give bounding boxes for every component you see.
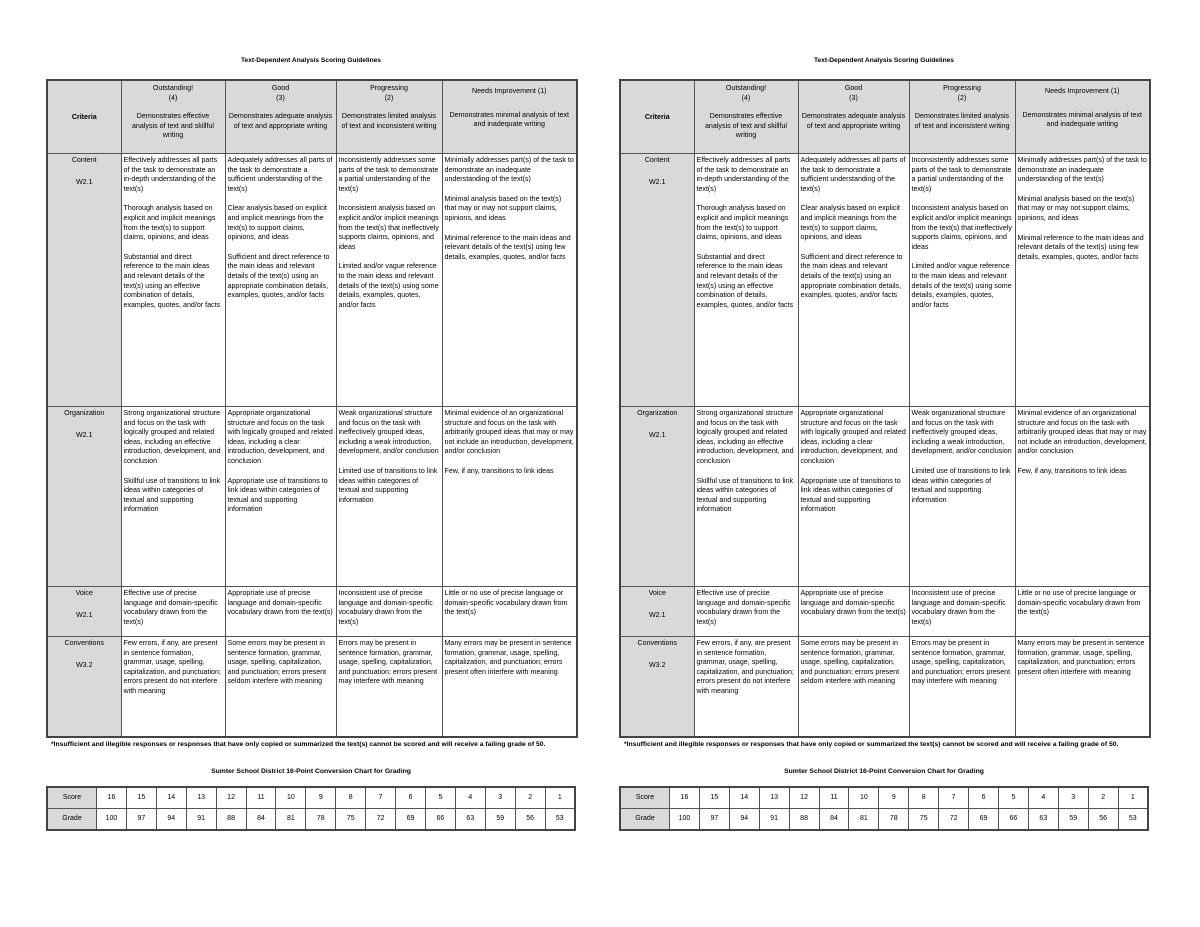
grade-cell: 81 bbox=[849, 808, 879, 830]
grade-cell: 72 bbox=[939, 808, 969, 830]
criterion-cell: Content W2.1 bbox=[47, 154, 121, 407]
footnote: *Insufficient and illegible responses or responses that have only copied or summarized the text(s) cannot be scored and will receive a failing grade of 50. bbox=[51, 740, 546, 748]
score-cell: 4 bbox=[1028, 787, 1058, 809]
conversion-title: Sumter School District 16-Point Conversion Chart for Grading bbox=[211, 767, 411, 775]
score-cell: 15 bbox=[126, 787, 156, 809]
score-cell: 2 bbox=[1088, 787, 1118, 809]
score-cell: 7 bbox=[366, 787, 396, 809]
rubric-cell: Some errors may be present in sentence formation, grammar, usage, spelling, capitalization, and punctuation; errors present seldom interfere with meaning bbox=[225, 637, 336, 737]
score-cell: 13 bbox=[759, 787, 789, 809]
score-cell: 10 bbox=[849, 787, 879, 809]
rubric-cell: Strong organizational structure and focus on the task with logically grouped and related ideas, including an effective introduction, development, and conclusion Skillful use of transitions to link ideas within categories of textual and supporting information bbox=[121, 407, 225, 587]
criteria-header: Criteria bbox=[47, 80, 121, 154]
rubric-row bbox=[47, 637, 577, 737]
rubric-cell: Appropriate organizational structure and focus on the task with logically grouped and related ideas, including a clear introduction, development, and conclusion Appropriate use of transitions to link ideas within categories of textual and supporting information bbox=[798, 407, 909, 587]
conversion-title: Sumter School District 16-Point Conversion Chart for Grading bbox=[784, 767, 984, 775]
rubric-cell: Appropriate use of precise language and domain-specific vocabulary drawn from the text(s) bbox=[798, 587, 909, 637]
level-header: Outstanding! (4) Demonstrates effective analysis of text and skillful writing bbox=[694, 80, 798, 154]
rubric-cell: Adequately addresses all parts of the task to demonstrate a sufficient understanding of the text(s) Clear analysis based on explicit and implicit meanings from the text(s) to support claims, opinions, and ideas Sufficient and direct reference to the main ideas and relevant details of the text(s) using an appropriate combination details, examples, quotes, and/or facts bbox=[798, 154, 909, 407]
score-cell: 16 bbox=[670, 787, 700, 809]
score-label: Score bbox=[47, 787, 97, 809]
level-header: Good (3) Demonstrates adequate analysis of text and appropriate writing bbox=[798, 80, 909, 154]
rubric-cell: Appropriate organizational structure and focus on the task with logically grouped and related ideas, including a clear introduction, development, and conclusion Appropriate use of transitions to link ideas within categories of textual and supporting information bbox=[225, 407, 336, 587]
grade-cell: 88 bbox=[789, 808, 819, 830]
page-title: Text-Dependent Analysis Scoring Guidelines bbox=[241, 57, 381, 64]
score-cell: 13 bbox=[186, 787, 216, 809]
grade-cell: 78 bbox=[306, 808, 336, 830]
grade-label: Grade bbox=[620, 808, 670, 830]
rubric-cell: Minimal evidence of an organizational structure and focus on the task with arbitrarily grouped ideas that may or may not include an introduction, development, and/or conclusion Few, if any, transitions to link ideas bbox=[1015, 407, 1150, 587]
criterion-cell: Voice W2.1 bbox=[620, 587, 694, 637]
score-cell: 6 bbox=[969, 787, 999, 809]
grade-cell: 53 bbox=[1118, 808, 1148, 830]
rubric-cell: Little or no use of precise language or domain-specific vocabulary drawn from the text(s) bbox=[1015, 587, 1150, 637]
grade-cell: 97 bbox=[699, 808, 729, 830]
rubric-row bbox=[620, 407, 1150, 587]
rubric-cell: Minimal evidence of an organizational structure and focus on the task with arbitrarily grouped ideas that may or may not include an introduction, development, and/or conclusion Few, if any, transitions to link ideas bbox=[442, 407, 577, 587]
rubric-table bbox=[46, 79, 578, 738]
criterion-cell: Organization W2.1 bbox=[620, 407, 694, 587]
rubric-cell: Inconsistent use of precise language and domain-specific vocabulary drawn from the text(s) bbox=[336, 587, 442, 637]
criteria-header: Criteria bbox=[620, 80, 694, 154]
score-cell: 4 bbox=[455, 787, 485, 809]
score-cell: 8 bbox=[909, 787, 939, 809]
grade-cell: 53 bbox=[545, 808, 575, 830]
level-header: Outstanding! (4) Demonstrates effective analysis of text and skillful writing bbox=[121, 80, 225, 154]
rubric-cell: Weak organizational structure and focus on the task with ineffectively grouped ideas, including a weak introduction, development, and/or conclusion Limited use of transitions to link ideas within categories of textual and supporting information bbox=[336, 407, 442, 587]
grade-cell: 88 bbox=[216, 808, 246, 830]
grade-cell: 59 bbox=[1058, 808, 1088, 830]
grade-cell: 100 bbox=[97, 808, 127, 830]
grade-cell: 59 bbox=[485, 808, 515, 830]
rubric-cell: Minimally addresses part(s) of the task to demonstrate an inadequate understanding of the text(s) Minimal analysis based on the text(s) that may or may not support claims, opinions, and ideas Minimal reference to the main ideas and relevant details of the text(s) using few details, examples, quotes, and/or facts bbox=[442, 154, 577, 407]
conversion-table bbox=[619, 786, 1149, 831]
criterion-cell: Conventions W3.2 bbox=[47, 637, 121, 737]
criterion-cell: Organization W2.1 bbox=[47, 407, 121, 587]
grade-cell: 72 bbox=[366, 808, 396, 830]
rubric-cell: Effectively addresses all parts of the task to demonstrate an in-depth understanding of the text(s) Thorough analysis based on explicit and implicit meanings from the text(s) to support claims, opinions, and ideas Substantial and direct reference to the main ideas and relevant details of the text(s) using an effective combination of details, examples, quotes, and/or facts bbox=[694, 154, 798, 407]
rubric-cell: Many errors may be present in sentence formation, grammar, usage, spelling, capitalization, and punctuation; errors present often interfere with meaning bbox=[442, 637, 577, 737]
footnote: *Insufficient and illegible responses or responses that have only copied or summarized the text(s) cannot be scored and will receive a failing grade of 50. bbox=[624, 740, 1119, 748]
score-row bbox=[47, 787, 575, 809]
score-cell: 8 bbox=[336, 787, 366, 809]
rubric-cell: Inconsistently addresses some parts of the task to demonstrate a partial understanding of the text(s) Inconsistent analysis based on explicit and/or implicit meanings from the text(s) that ineffectively supports claims, opinions, and ideas Limited and/or vague reference to the main ideas and relevant details of the text(s) using some details, examples, quotes, and/or facts bbox=[336, 154, 442, 407]
grade-cell: 63 bbox=[1028, 808, 1058, 830]
rubric-cell: Errors may be present in sentence formation, grammar, usage, spelling, capitalization, and punctuation; errors present may interfere with meaning bbox=[336, 637, 442, 737]
conversion-table bbox=[46, 786, 576, 831]
score-cell: 5 bbox=[425, 787, 455, 809]
rubric-cell: Errors may be present in sentence formation, grammar, usage, spelling, capitalization, and punctuation; errors present may interfere with meaning bbox=[909, 637, 1015, 737]
score-cell: 15 bbox=[699, 787, 729, 809]
score-label: Score bbox=[620, 787, 670, 809]
grade-cell: 56 bbox=[1088, 808, 1118, 830]
score-cell: 16 bbox=[97, 787, 127, 809]
level-header: Good (3) Demonstrates adequate analysis of text and appropriate writing bbox=[225, 80, 336, 154]
criterion-cell: Conventions W3.2 bbox=[620, 637, 694, 737]
rubric-row bbox=[620, 637, 1150, 737]
grade-cell: 100 bbox=[670, 808, 700, 830]
grade-cell: 91 bbox=[759, 808, 789, 830]
grade-cell: 78 bbox=[879, 808, 909, 830]
rubric-cell: Appropriate use of precise language and domain-specific vocabulary drawn from the text(s) bbox=[225, 587, 336, 637]
grade-cell: 94 bbox=[729, 808, 759, 830]
rubric-page-right bbox=[619, 0, 1149, 831]
score-cell: 5 bbox=[998, 787, 1028, 809]
score-cell: 9 bbox=[879, 787, 909, 809]
rubric-row bbox=[620, 587, 1150, 637]
score-cell: 1 bbox=[545, 787, 575, 809]
rubric-table bbox=[619, 79, 1151, 738]
page-title: Text-Dependent Analysis Scoring Guidelines bbox=[814, 57, 954, 64]
rubric-header-row bbox=[47, 80, 577, 154]
grade-cell: 66 bbox=[425, 808, 455, 830]
grade-row bbox=[620, 808, 1148, 830]
grade-cell: 66 bbox=[998, 808, 1028, 830]
grade-row bbox=[47, 808, 575, 830]
grade-cell: 91 bbox=[186, 808, 216, 830]
score-cell: 6 bbox=[396, 787, 426, 809]
rubric-cell: Little or no use of precise language or domain-specific vocabulary drawn from the text(s) bbox=[442, 587, 577, 637]
grade-cell: 84 bbox=[246, 808, 276, 830]
score-cell: 14 bbox=[729, 787, 759, 809]
rubric-cell: Effective use of precise language and domain-specific vocabulary drawn from the text(s) bbox=[694, 587, 798, 637]
level-header: Progressing (2) Demonstrates limited analysis of text and inconsistent writing bbox=[909, 80, 1015, 154]
score-cell: 3 bbox=[1058, 787, 1088, 809]
score-cell: 7 bbox=[939, 787, 969, 809]
rubric-row bbox=[47, 587, 577, 637]
grade-cell: 75 bbox=[909, 808, 939, 830]
level-header: Needs Improvement (1) Demonstrates minimal analysis of text and inadequate writing bbox=[442, 80, 577, 154]
grade-cell: 84 bbox=[819, 808, 849, 830]
score-cell: 11 bbox=[819, 787, 849, 809]
rubric-cell: Effectively addresses all parts of the task to demonstrate an in-depth understanding of the text(s) Thorough analysis based on explicit and implicit meanings from the text(s) to support claims, opinions, and ideas Substantial and direct reference to the main ideas and relevant details of the text(s) using an effective combination of details, examples, quotes, and/or facts bbox=[121, 154, 225, 407]
grade-cell: 75 bbox=[336, 808, 366, 830]
score-cell: 3 bbox=[485, 787, 515, 809]
rubric-cell: Minimally addresses part(s) of the task to demonstrate an inadequate understanding of the text(s) Minimal analysis based on the text(s) that may or may not support claims, opinions, and ideas Minimal reference to the main ideas and relevant details of the text(s) using few details, examples, quotes, and/or facts bbox=[1015, 154, 1150, 407]
rubric-cell: Some errors may be present in sentence formation, grammar, usage, spelling, capitalization, and punctuation; errors present seldom interfere with meaning bbox=[798, 637, 909, 737]
rubric-cell: Few errors, if any, are present in sentence formation, grammar, usage, spelling, capitalization, and punctuation; errors present do not interfere with meaning bbox=[694, 637, 798, 737]
rubric-cell: Inconsistently addresses some parts of the task to demonstrate a partial understanding of the text(s) Inconsistent analysis based on explicit and/or implicit meanings from the text(s) that ineffectively supports claims, opinions, and ideas Limited and/or vague reference to the main ideas and relevant details of the text(s) using some details, examples, quotes, and/or facts bbox=[909, 154, 1015, 407]
score-cell: 11 bbox=[246, 787, 276, 809]
grade-cell: 56 bbox=[515, 808, 545, 830]
grade-cell: 69 bbox=[396, 808, 426, 830]
criterion-cell: Voice W2.1 bbox=[47, 587, 121, 637]
rubric-cell: Weak organizational structure and focus on the task with ineffectively grouped ideas, including a weak introduction, development, and/or conclusion Limited use of transitions to link ideas within categories of textual and supporting information bbox=[909, 407, 1015, 587]
rubric-page-left bbox=[46, 0, 576, 831]
grade-cell: 94 bbox=[156, 808, 186, 830]
criterion-cell: Content W2.1 bbox=[620, 154, 694, 407]
grade-cell: 69 bbox=[969, 808, 999, 830]
score-row bbox=[620, 787, 1148, 809]
score-cell: 12 bbox=[216, 787, 246, 809]
rubric-cell: Adequately addresses all parts of the task to demonstrate a sufficient understanding of the text(s) Clear analysis based on explicit and implicit meanings from the text(s) to support claims, opinions, and ideas Sufficient and direct reference to the main ideas and relevant details of the text(s) using an appropriate combination details, examples, quotes, and/or facts bbox=[225, 154, 336, 407]
rubric-header-row bbox=[620, 80, 1150, 154]
score-cell: 14 bbox=[156, 787, 186, 809]
score-cell: 2 bbox=[515, 787, 545, 809]
level-header: Progressing (2) Demonstrates limited analysis of text and inconsistent writing bbox=[336, 80, 442, 154]
rubric-cell: Many errors may be present in sentence formation, grammar, usage, spelling, capitalization, and punctuation; errors present often interfere with meaning bbox=[1015, 637, 1150, 737]
level-header: Needs Improvement (1) Demonstrates minimal analysis of text and inadequate writing bbox=[1015, 80, 1150, 154]
rubric-row bbox=[47, 407, 577, 587]
grade-label: Grade bbox=[47, 808, 97, 830]
score-cell: 1 bbox=[1118, 787, 1148, 809]
rubric-row bbox=[47, 154, 577, 407]
rubric-row bbox=[620, 154, 1150, 407]
rubric-cell: Strong organizational structure and focus on the task with logically grouped and related ideas, including an effective introduction, development, and conclusion Skillful use of transitions to link ideas within categories of textual and supporting information bbox=[694, 407, 798, 587]
grade-cell: 81 bbox=[276, 808, 306, 830]
rubric-cell: Effective use of precise language and domain-specific vocabulary drawn from the text(s) bbox=[121, 587, 225, 637]
grade-cell: 63 bbox=[455, 808, 485, 830]
score-cell: 12 bbox=[789, 787, 819, 809]
rubric-cell: Few errors, if any, are present in sentence formation, grammar, usage, spelling, capitalization, and punctuation; errors present do not interfere with meaning bbox=[121, 637, 225, 737]
rubric-cell: Inconsistent use of precise language and domain-specific vocabulary drawn from the text(s) bbox=[909, 587, 1015, 637]
score-cell: 9 bbox=[306, 787, 336, 809]
grade-cell: 97 bbox=[126, 808, 156, 830]
score-cell: 10 bbox=[276, 787, 306, 809]
